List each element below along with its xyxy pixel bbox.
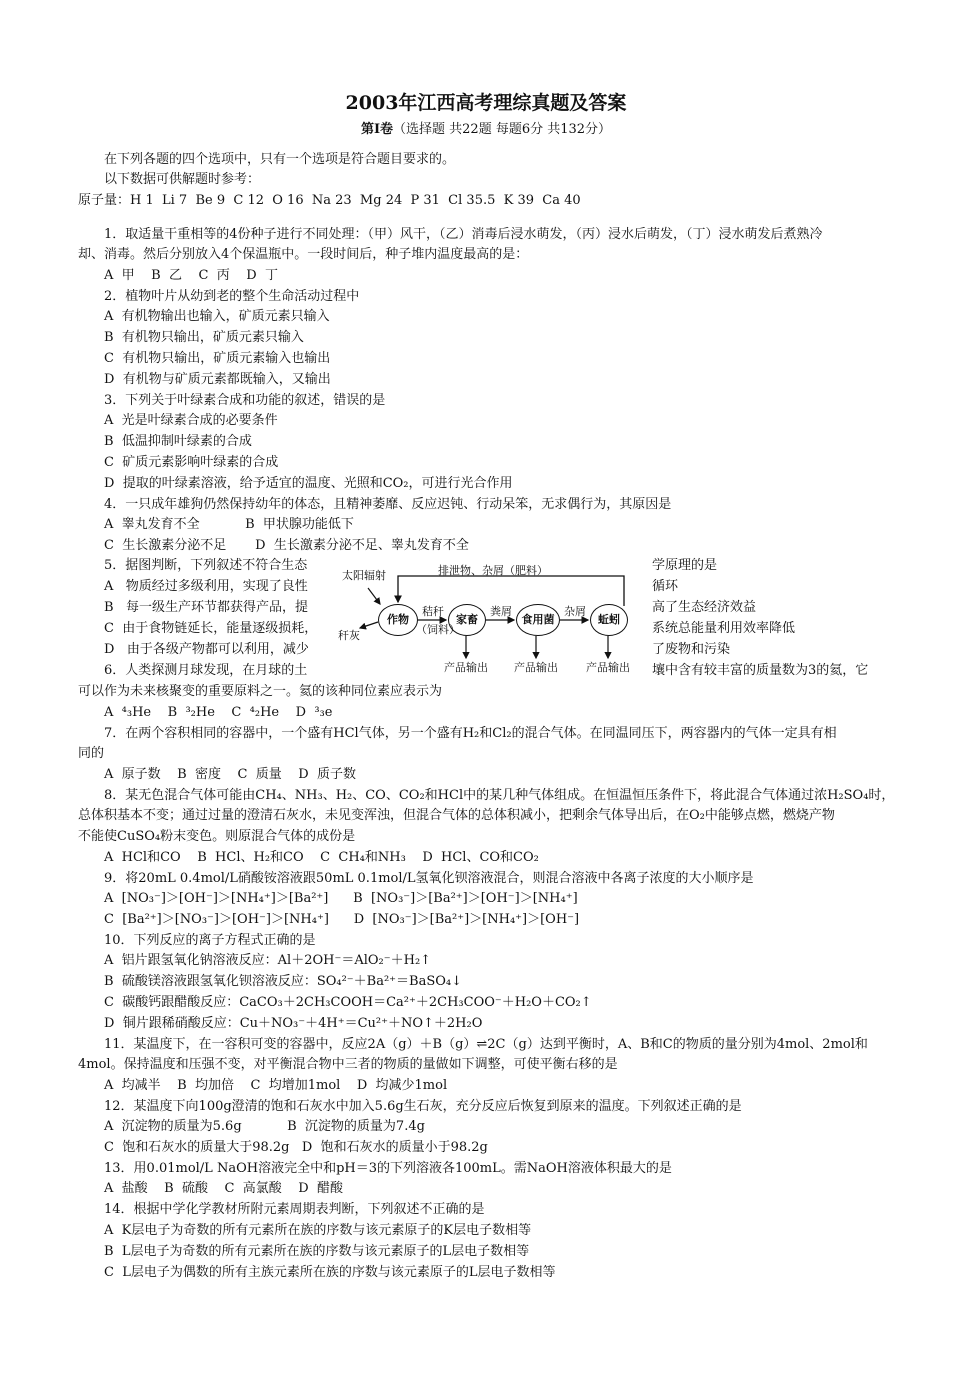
text-line: 8．某无色混合气体可能由CH₄、NH₃、H₂、CO、CO₂和HCl中的某几种气体组成。在恒温恒压条件下，将此混合气体通过浓H₂SO₄时， [104, 788, 895, 803]
fertilizer-label: 排泄物、杂屑（肥料） [438, 564, 548, 577]
text-line: 不能使CuSO₄粉末变色。则原混合气体的成份是 [78, 829, 356, 844]
text-line: 13．用0.01mol/L NaOH溶液完全中和pH＝3的下列溶液各100mL。需NaOH溶液体积最大的是 [104, 1161, 672, 1176]
text-line: A 铝片跟氢氧化钠溶液反应：Al＋2OH⁻＝AlO₂⁻＋H₂↑ [104, 953, 432, 968]
text-line: D 由于各级产物都可以利用，减少 [104, 642, 309, 657]
ecology-diagram [338, 566, 648, 684]
text-line: C L层电子为偶数的所有主族元素所在族的序数与该元素原子的L层电子数相等 [104, 1265, 556, 1280]
text-line: 1．取适量干重相等的4份种子进行不同处理：（甲）风干，（乙）消毒后浸水萌发，（丙）浸水后萌发，（丁）浸水萌发后煮熟冷 [104, 227, 823, 242]
text-line: D 铜片跟稀硝酸反应：Cu＋NO₃⁻＋4H⁺＝Cu²⁺＋NO↑＋2H₂O [104, 1016, 483, 1031]
text-line: 9．将20mL 0.4mol/L硝酸铵溶液跟50mL 0.1mol/L氢氧化钡溶液混合，则混合溶液中各离子浓度的大小顺序是 [104, 871, 754, 886]
text-line: C [Ba²⁺]＞[NO₃⁻]＞[OH⁻]＞[NH₄⁺] D [NO₃⁻]＞[Ba²⁺]＞[NH₄⁺]＞[OH⁻] [104, 912, 580, 927]
node-mushroom: 食用菌 [516, 604, 560, 636]
right-text-line: 学原理的是 [652, 558, 718, 573]
text-line: 可以作为未来核聚变的重要原料之一。氦的该种同位素应表示为 [78, 684, 443, 699]
text-line: A [NO₃⁻]＞[OH⁻]＞[NH₄⁺]＞[Ba²⁺] B [NO₃⁻]＞[Ba²⁺]＞[OH⁻]＞[NH₄⁺] [104, 891, 578, 906]
text-line: 5．据图判断，下列叙述不符合生态 [104, 558, 308, 573]
right-text-line: 了废物和污染 [652, 642, 731, 657]
text-line: A 有机物输出也输入，矿质元素只输入 [104, 309, 330, 324]
text-line: 4mol。保持温度和压强不变，对平衡混合物中三者的物质的量做如下调整，可使平衡右移的是 [78, 1057, 618, 1072]
right-text-line: 系统总能量利用效率降低 [652, 621, 796, 636]
text-line: 在下列各题的四个选项中，只有一个选项是符合题目要求的。 [104, 152, 456, 167]
fodder-label: （饲料） [416, 623, 460, 636]
output-label: 产品输出 [444, 661, 488, 674]
text-line: C 有机物只输出，矿质元素输入也输出 [104, 351, 331, 366]
text-line: A 甲 B 乙 C 丙 D 丁 [104, 268, 278, 283]
text-line: A 光是叶绿素合成的必要条件 [104, 413, 278, 428]
text-line: 原子量：H 1 Li 7 Be 9 C 12 O 16 Na 23 Mg 24 P 31 Cl 35.5 K 39 Ca 40 [78, 193, 581, 208]
text-line: 6．人类探测月球发现，在月球的土 [104, 663, 308, 678]
text-line: D 有机物与矿质元素都既输入，又输出 [104, 372, 331, 387]
node-earthworm: 蚯蚓 [590, 604, 628, 636]
text-line: A 均减半 B 均加倍 C 均增加1mol D 均减少1mol [104, 1078, 448, 1093]
text-line: A HCl和CO B HCl、H₂和CO C CH₄和NH₃ D HCl、CO和CO₂ [104, 850, 539, 865]
text-line: B 每一级生产环节都获得产品，提 [104, 600, 308, 615]
text-line: 10．下列反应的离子方程式正确的是 [104, 933, 316, 948]
part-info: （选择题 共22题 每题6分 共132分） [393, 122, 612, 137]
text-line: A 盐酸 B 硫酸 C 高氯酸 D 醋酸 [104, 1181, 343, 1196]
straw-label: 秸秆 [422, 605, 444, 618]
text-line: A 睾丸发育不全 B 甲状腺功能低下 [104, 517, 354, 532]
node-crop: 作物 [378, 604, 418, 636]
text-line: 4．一只成年雄狗仍然保持幼年的体态，且精神萎靡、反应迟钝、行动呆笨，无求偶行为，其原因是 [104, 497, 672, 512]
sun-label: 太阳辐射 [342, 569, 386, 582]
text-line: 2．植物叶片从幼到老的整个生命活动过程中 [104, 289, 360, 304]
text-line: 12．某温度下向100g澄清的饱和石灰水中加入5.6g生石灰，充分反应后恢复到原来的温度。下列叙述正确的是 [104, 1099, 742, 1114]
text-line: 总体积基本不变；通过过量的澄清石灰水，未见变浑浊，但混合气体的总体积减小，把剩余气体导出后，在O₂中能够点燃，燃烧产物 [78, 808, 835, 823]
text-line: A 物质经过多级利用，实现了良性 [104, 579, 308, 594]
text-line: 7．在两个容积相同的容器中，一个盛有HCl气体，另一个盛有H₂和Cl₂的混合气体。在同温同压下，两容器内的气体一定具有相 [104, 726, 837, 741]
right-text-line: 循环 [652, 579, 679, 594]
text-line: A ⁴₃He B ³₂He C ⁴₂He D ³₃e [104, 705, 333, 720]
right-text-line: 高了生态经济效益 [652, 600, 757, 615]
text-line: A 沉淀物的质量为5.6g B 沉淀物的质量为7.4g [104, 1119, 425, 1134]
text-line: B L层电子为奇数的所有元素所在族的序数与该元素原子的L层电子数相等 [104, 1244, 530, 1259]
text-line: A K层电子为奇数的所有元素所在族的序数与该元素原子的K层电子数相等 [104, 1223, 532, 1238]
part-label: 第Ⅰ卷 [360, 122, 394, 137]
text-line: C 矿质元素影响叶绿素的合成 [104, 455, 279, 470]
text-line: B 硫酸镁溶液跟氢氧化钡溶液反应：SO₄²⁻＋Ba²⁺＝BaSO₄↓ [104, 974, 463, 989]
text-line: C 由于食物链延长，能量逐级损耗， [104, 621, 318, 636]
debris-label: 杂屑 [564, 605, 586, 618]
output-label: 产品输出 [586, 661, 630, 674]
text-line: 却、消毒。然后分别放入4个保温瓶中。一段时间后，种子堆内温度最高的是： [78, 247, 529, 262]
output-label: 产品输出 [514, 661, 558, 674]
manure-label: 粪屑 [490, 605, 512, 618]
text-line: B 有机物只输出，矿质元素只输入 [104, 330, 304, 345]
text-line: 以下数据可供解题时参考： [104, 172, 261, 187]
section-heading [0, 118, 972, 137]
node-livestock: 家畜 [448, 604, 486, 636]
text-line: 14．根据中学化学教材所附元素周期表判断，下列叙述不正确的是 [104, 1202, 485, 1217]
right-text-line: 壤中含有较丰富的质量数为3的氦，它 [652, 663, 869, 678]
text-line: C 饱和石灰水的质量大于98.2g D 饱和石灰水的质量小于98.2g [104, 1140, 488, 1155]
text-line: B 低温抑制叶绿素的合成 [104, 434, 252, 449]
text-line: A 原子数 B 密度 C 质量 D 质子数 [104, 767, 356, 782]
text-line: D 提取的叶绿素溶液，给予适宜的温度、光照和CO₂，可进行光合作用 [104, 476, 513, 491]
text-line: 3．下列关于叶绿素合成和功能的叙述，错误的是 [104, 393, 386, 408]
ash-label: 秆灰 [338, 629, 360, 642]
text-line: 同的 [78, 746, 105, 761]
page-title: 2003年江西高考理综真题及答案 [345, 92, 627, 114]
text-line: C 生长激素分泌不足 D 生长激素分泌不足、睾丸发育不全 [104, 538, 469, 553]
text-line: C 碳酸钙跟醋酸反应：CaCO₃＋2CH₃COOH＝Ca²⁺＋2CH₃COO⁻＋H₂O＋CO₂↑ [104, 995, 592, 1010]
text-line: 11．某温度下，在一容积可变的容器中，反应2A（g）＋B（g）⇌2C（g）达到平衡时，A、B和C的物质的量分别为4mol、2mol和 [104, 1037, 868, 1052]
